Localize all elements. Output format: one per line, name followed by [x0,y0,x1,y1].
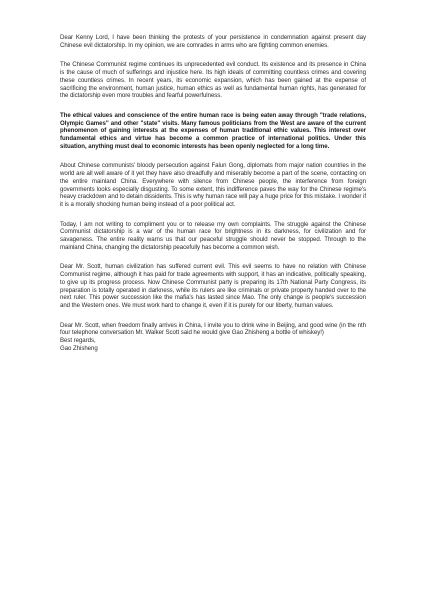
letter-paragraph-6: Dear Mr. Scott, human civilization has suffered current evil. This evil seems to have no relation with Chinese Communist regime, although it has paid for trade agreements with support, it has an indicative, politically speaking, to give up its progress process. Now Chinese Communist party is preparing its 17th National Party Congress, its preparation is totally operated in darkness, while its rulers are like criminals or private property handed over to the next ruler. This power succession like the mafia's has lasted since Mao. The only change is people's succession and the Western ones. We must work hard to change it, even if it is purely for our liberty, human values. [60,263,366,309]
letter-closing: Best regards, [60,337,96,345]
letter-signature: Gao Zhisheng [60,344,98,352]
letter-paragraph-7: Dear Mr. Scott, when freedom finally arrives in China, I invite you to drink wine in Beijing, and good wine (in the nth four telephone conversation Mr. Walker Scott said he would give Gao Zhisheng a bottle of whiskey!) [60,321,366,337]
letter-paragraph-2: The Chinese Communist regime continues its unprecedented evil conduct. Its existence and its presence in China is the cause of much of sufferings and injustice here. Its high ideals of committing countless crimes and covering these countless crimes. In recent years, its economic expansion, which has been gained at the expense of sacrificing the environment, human justice, human ethics as well as fundamental human rights, has generated for the dictatorship even more troubles and fearful powerfulness. [60,61,366,100]
letter-paragraph-3: The ethical values and conscience of the entire human race is being eaten away through "trade relations, Olympic Games" and other "state" visits. Many famous politicians from the West are aware of the current phenomenon of gaining interests at the expenses of human traditional ethic values. This interest over fundamental ethics and virtue has become a common practice of international politics. Under this situation, anything must deal to economic interests has been openly neglected for a long time. [60,111,366,150]
letter-paragraph-1: Dear Kenny Lord, I have been thinking the protests of your persistence in condemnation against present day Chinese evil dictatorship. In my opinion, we are comrades in arms who are fighting common enemies. [60,34,366,49]
letter-paragraph-4: About Chinese communists' bloody persecution against Falun Gong, diplomats from major nation countries in the world are all well aware of it yet they have also dreadfully and miserably become a part of the scene, contacting on the entire mainland China. Everywhere with silence from Chinese people, the interference from foreign governments looks especially disgusting. To some extent, this indifference paves the way for the Chinese regime's heavy crackdown and to detain dissidents. This is why human race will pay a huge price for this mistake. I wonder if it is a morally shocking human being instead of a poor political act. [60,162,366,208]
letter-paragraph-5: Today, I am not writing to compliment you or to release my own complaints. The struggle against the Chinese Communist dictatorship is a war of the human race for brightness in its darkness, for civilization and for savageness. The entire reality warns us that our peaceful struggle should never be stopped. Through to the mainland China, changing the dictatorship peacefully has become a common wish. [60,220,366,251]
